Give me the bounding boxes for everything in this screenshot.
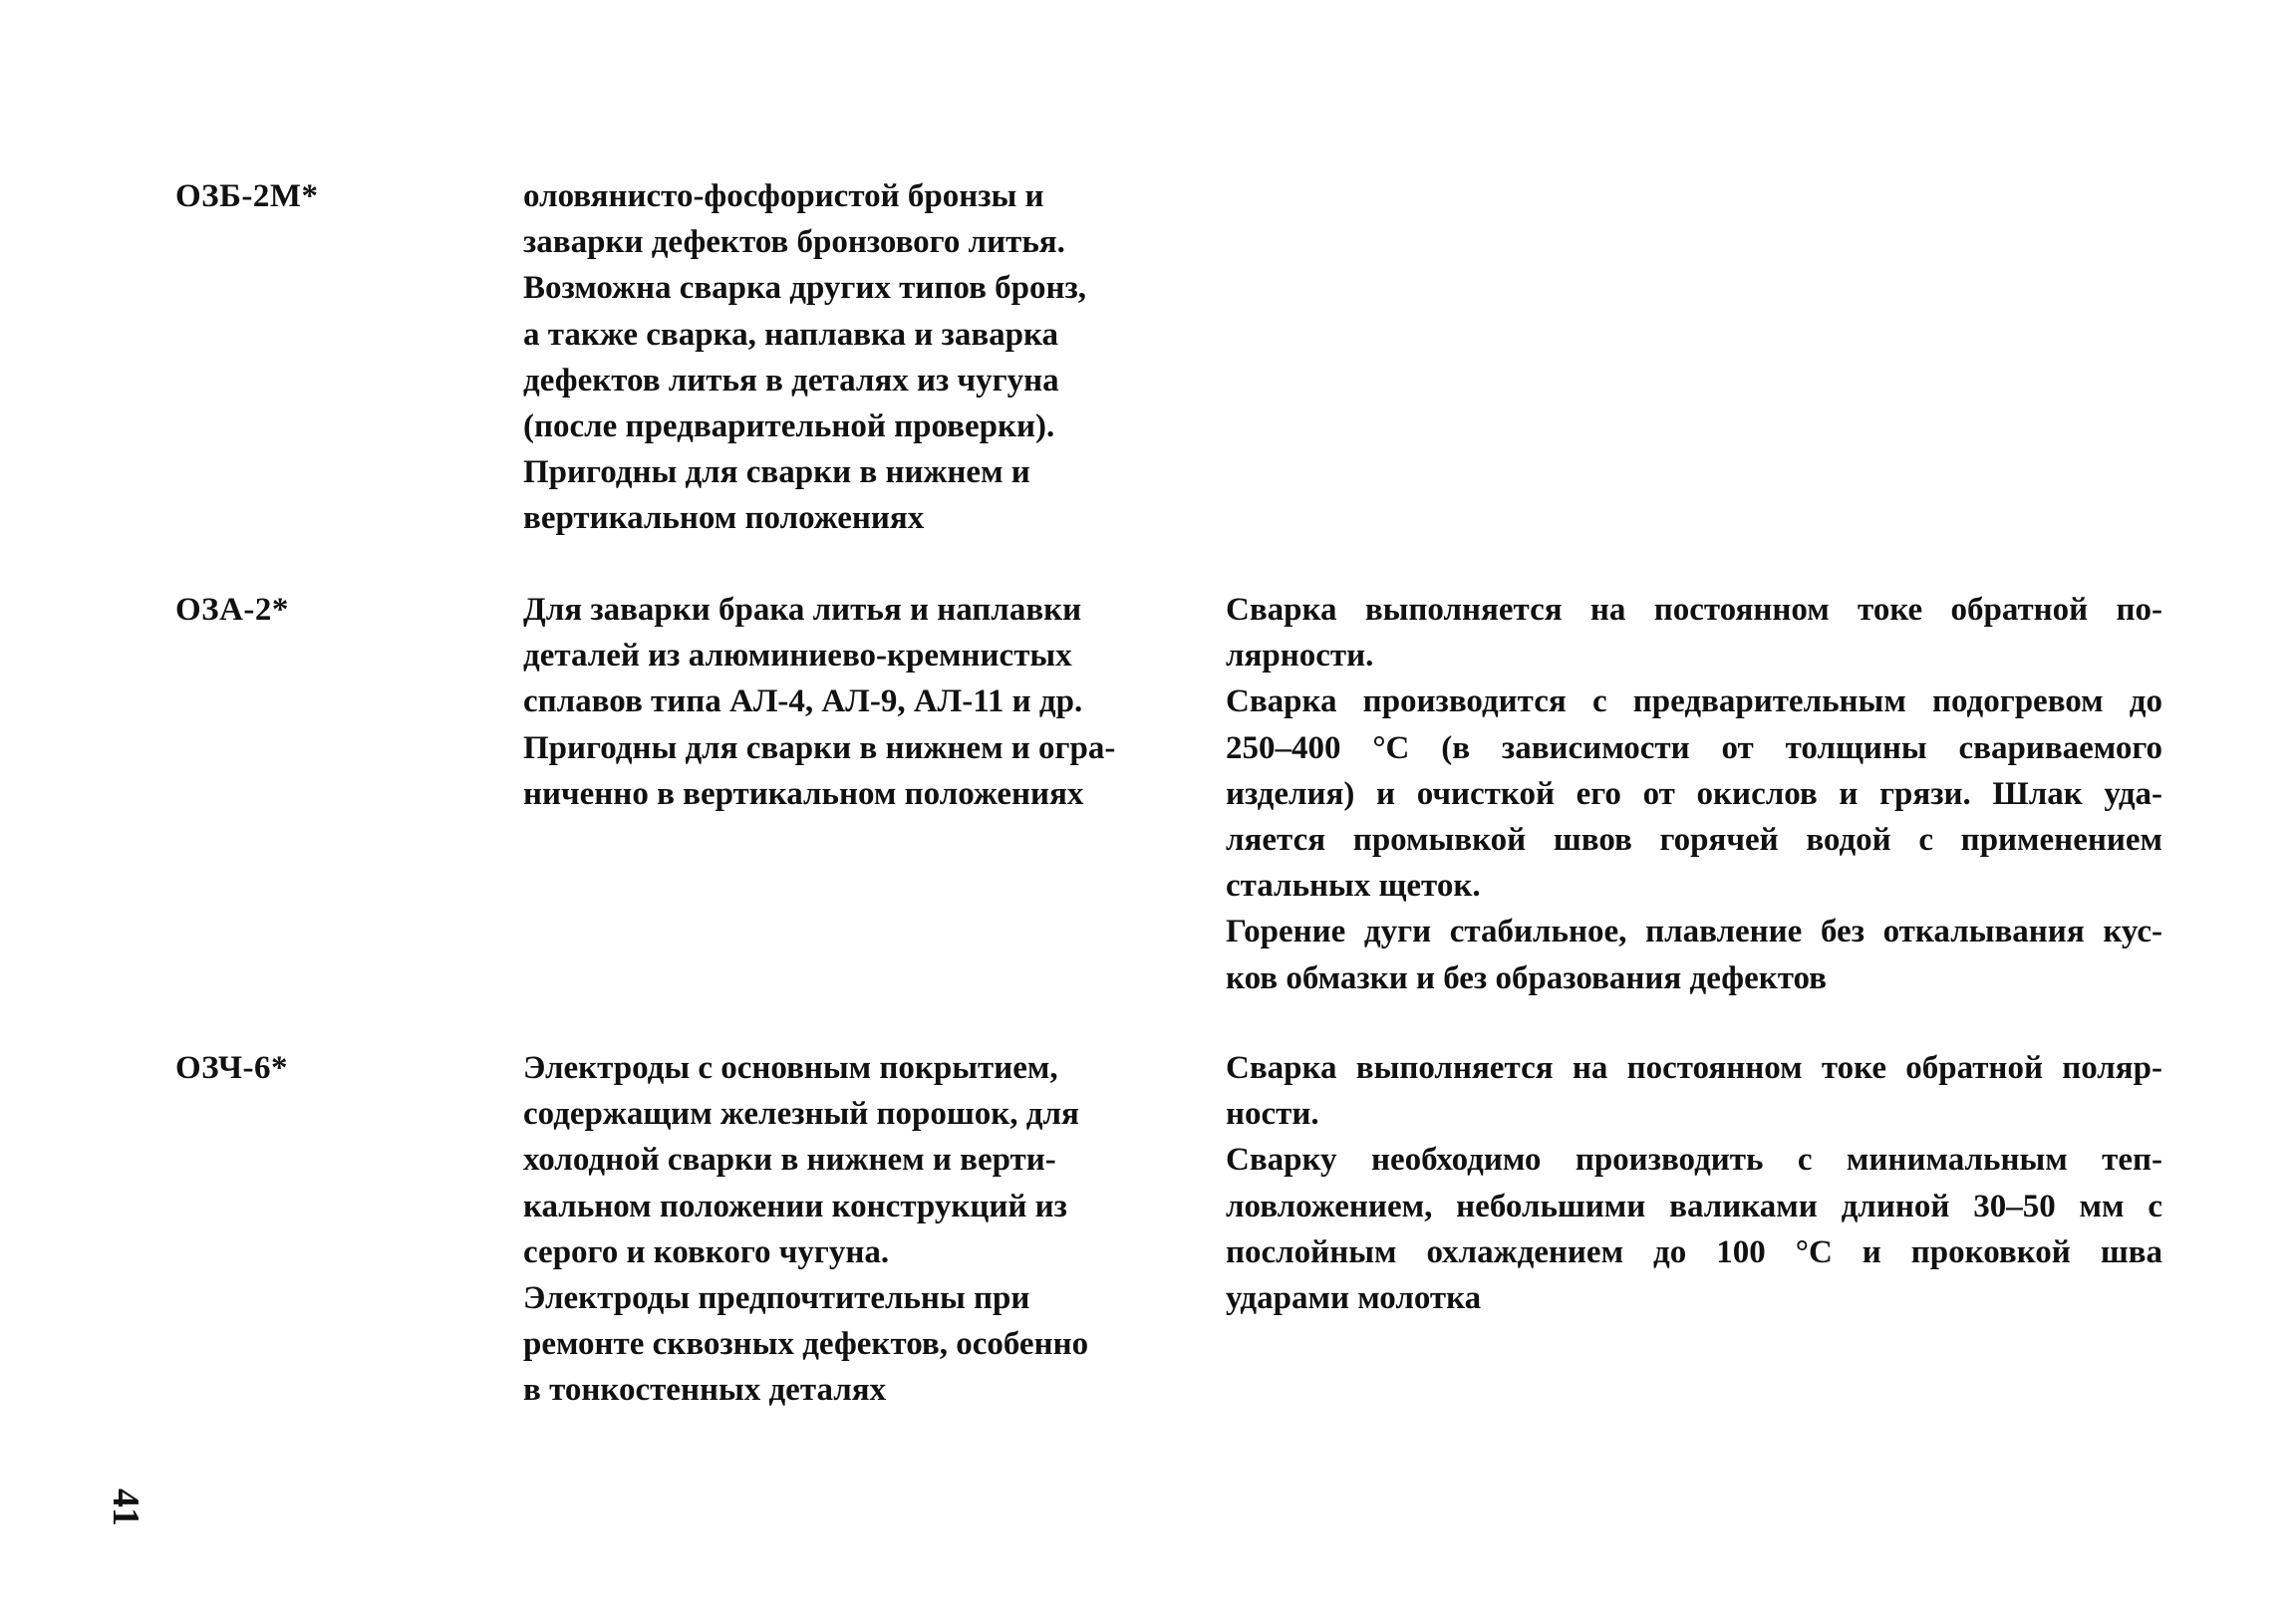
note-line: Сварка выполняется на постоянном токе обратной поляр- (1226, 1050, 2162, 1086)
note-line: Сварку необходимо производить с минимальным теп- (1226, 1142, 2162, 1179)
note-line: Сварка выполняется на постоянном токе обратной по- (1226, 592, 2162, 628)
description-line: Для заварки брака литья и наплавки (523, 592, 1082, 628)
note-line: 250–400 °С (в зависимости от толщины свариваемого (1226, 729, 2162, 766)
note-line: Горение дуги стабильное, плавление без откалывания кус- (1226, 914, 2162, 950)
description-line: Электроды с основным покрытием, (523, 1050, 1058, 1086)
note-line: послойным охлаждением до 100 °С и проковкой шва (1226, 1233, 2162, 1270)
description-line: содержащим железный порошок, для (523, 1096, 1079, 1133)
electrode-code: ОЗА-2* (175, 592, 289, 628)
description-line: Электроды предпочтительны при (523, 1280, 1030, 1317)
description-line: (после предварительной проверки). (523, 408, 1055, 445)
note-line: Сварка производится с предварительным подогревом до (1226, 683, 2162, 720)
description-line: сплавов типа АЛ-4, АЛ-9, АЛ-11 и др. (523, 683, 1083, 720)
description-line: Возможна сварка других типов бронз, (523, 270, 1087, 307)
electrode-description (523, 1045, 1161, 1414)
note-line: ловложением, небольшими валиками длиной 30–50 мм с (1226, 1188, 2162, 1224)
description-line: деталей из алюминиево-кремнистых (523, 638, 1072, 675)
page-number: 41 (105, 1488, 146, 1526)
note-line: ударами молотка (1226, 1280, 1482, 1317)
description-line: а также сварка, наплавка и заварка (523, 316, 1059, 353)
electrode-code: ОЗБ-2М* (175, 178, 319, 214)
description-line: оловянисто-фосфористой бронзы и (523, 178, 1044, 214)
note-line: стальных щеток. (1226, 868, 1481, 905)
electrode-description (523, 173, 1161, 542)
welding-notes (1226, 1045, 2162, 1321)
note-line: ности. (1226, 1096, 1319, 1133)
welding-notes (1226, 587, 2162, 1001)
note-line: лярности. (1226, 638, 1374, 675)
note-line: изделия) и очисткой его от окислов и грязи. Шлак уда- (1226, 775, 2162, 812)
description-line: дефектов литья в деталях из чугуна (523, 362, 1059, 399)
description-line: ремонте сквозных дефектов, особенно (523, 1326, 1089, 1363)
description-line: кальном положении конструкций из (523, 1188, 1067, 1224)
description-line: в тонкостенных деталях (523, 1372, 887, 1409)
description-line: ниченно в вертикальном положениях (523, 775, 1084, 812)
description-line: серого и ковкого чугуна. (523, 1233, 890, 1270)
description-line: Пригодны для сварки в нижнем и (523, 454, 1030, 491)
note-line: ляется промывкой швов горячей водой с применением (1226, 822, 2162, 859)
electrode-code: ОЗЧ-6* (175, 1050, 289, 1086)
description-line: вертикальном положениях (523, 500, 925, 537)
description-line: холодной сварки в нижнем и верти- (523, 1142, 1056, 1179)
electrode-description (523, 587, 1161, 817)
description-line: Пригодны для сварки в нижнем и огра- (523, 729, 1116, 766)
note-line: ков обмазки и без образования дефектов (1226, 959, 1828, 996)
description-line: заварки дефектов бронзового литья. (523, 224, 1065, 261)
